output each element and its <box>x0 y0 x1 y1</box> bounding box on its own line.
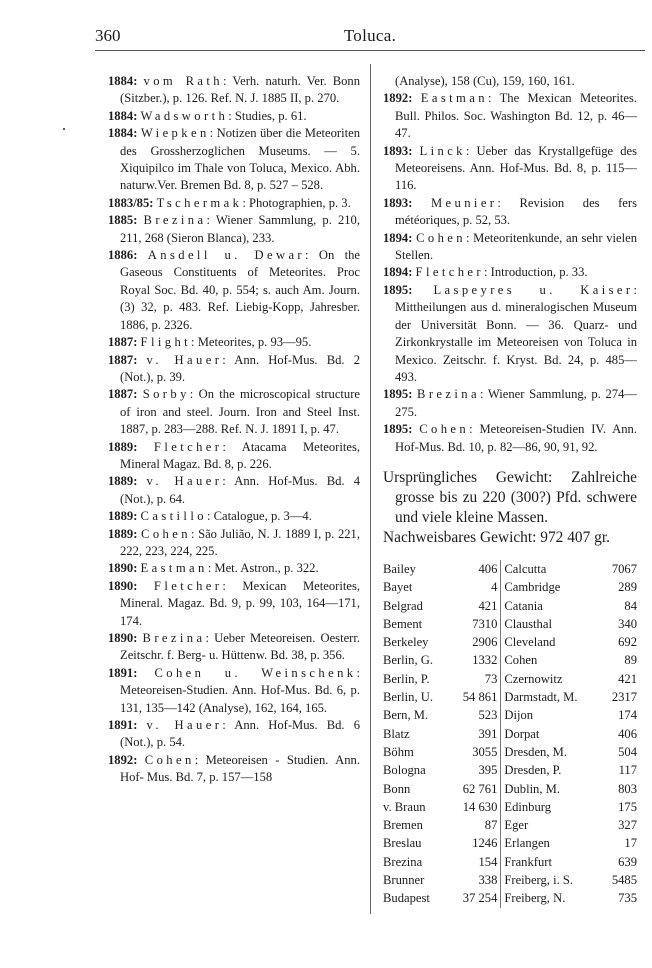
collection-name: Calcutta <box>504 561 547 576</box>
bibliography-entry <box>108 125 360 195</box>
collection-weight: 7310 <box>450 615 501 633</box>
header-rule <box>95 50 645 51</box>
collection-weight: 639 <box>618 854 637 869</box>
collection-row <box>383 651 637 669</box>
collection-weight: 62 761 <box>450 780 501 798</box>
entry-author: v. Hauer <box>146 718 223 733</box>
entry-author: v. Hauer <box>146 474 223 489</box>
bibliography-entry <box>383 195 637 230</box>
entry-year: 1889: <box>108 474 138 489</box>
collection-name: Bologna <box>383 763 426 778</box>
collection-name: Brunner <box>383 872 425 887</box>
collection-weight: 5485 <box>611 872 637 887</box>
collection-weight: 803 <box>618 781 637 796</box>
collection-weight: 735 <box>618 891 637 906</box>
entry-year: 1891: <box>108 665 138 680</box>
bibliography-entry <box>108 508 360 525</box>
collection-weight: 338 <box>450 871 501 889</box>
entry-author: Eastman <box>140 561 208 576</box>
entry-text: : On the Gaseous Constituents of Meteorites. Proc Royal Soc. Bd. 40, p. 554; s. auch Am. Journ. (3) 32, p. 483. Ref. Liebig-Kopp, Jahresber. 1886, p. 2326. <box>120 248 360 332</box>
entry-author: Wadsworth <box>140 108 229 123</box>
entry-text: : Ueber Meteoreisen. Oesterr. Zeitschr. f. Berg- u. Hüttenw. Bd. 38, p. 356. <box>120 631 360 663</box>
entry-year: 1894: <box>383 265 413 280</box>
entry-author: Wiepken <box>140 126 210 141</box>
collection-weight: 1246 <box>450 834 501 852</box>
entry-author: Flight <box>140 335 192 350</box>
entry-text: : Studies, p. 61. <box>228 108 307 123</box>
entry-year: 1890: <box>108 578 138 593</box>
collection-row <box>383 871 637 889</box>
bibliography-entry <box>108 73 360 108</box>
collection-row <box>383 780 637 798</box>
entry-author: Linck <box>419 143 466 158</box>
collection-name: v. Braun <box>383 799 426 814</box>
margin-mark <box>63 128 65 130</box>
collection-row <box>383 670 637 688</box>
entry-year: 1893: <box>383 195 413 210</box>
right-column <box>383 73 637 908</box>
entry-text: : Catalogue, p. 3—4. <box>206 509 312 524</box>
collection-weight: 692 <box>618 635 637 650</box>
page-number: 360 <box>95 26 121 45</box>
collection-weight: 87 <box>450 816 501 834</box>
continuation-text: (Analyse), 158 (Cu), 159, 160, 161. <box>395 74 575 88</box>
entry-year: 1887: <box>108 335 138 350</box>
collection-row <box>383 889 637 907</box>
entry-year: 1887: <box>108 387 138 402</box>
entry-author: Cohen <box>419 422 470 437</box>
collection-row <box>383 816 637 834</box>
collection-weight: 421 <box>450 597 501 615</box>
entry-text: : Met. Astron., p. 322. <box>207 561 319 576</box>
collection-weight: 421 <box>618 671 637 686</box>
entry-text: : Wiener Sammlung, p. 274—275. <box>395 387 637 419</box>
collection-weight: 17 <box>624 836 637 851</box>
collection-row <box>383 578 637 596</box>
collection-weight: 174 <box>618 708 637 723</box>
entry-year: 1884: <box>108 74 138 88</box>
entry-text: : Mexican Meteorites, Mineral. Magaz. Bd. 9, p. 99, 103, 164—171, 174. <box>120 578 360 628</box>
entry-author: Brezina <box>143 213 207 228</box>
entry-author: v. Hauer <box>146 352 223 367</box>
collection-name: Darmstadt, M. <box>504 690 578 705</box>
collection-weight: 89 <box>624 653 637 668</box>
entry-author: Brezina <box>417 387 480 402</box>
collection-weight: 406 <box>618 726 637 741</box>
collection-weight: 3055 <box>450 743 501 761</box>
entry-author: Cohen <box>141 526 191 541</box>
collection-row <box>383 560 637 578</box>
collections-table <box>383 560 637 908</box>
collection-name: Dublin, M. <box>504 781 561 796</box>
entry-author: Fletcher <box>415 265 485 280</box>
bibliography-entry <box>108 560 360 577</box>
bibliography-entry <box>108 195 360 212</box>
running-title: Toluca. <box>343 26 397 45</box>
entry-year: 1883/85: <box>108 195 154 210</box>
entry-text: : Revision des fers météoriques, p. 52, 53. <box>395 195 637 228</box>
entry-author: Fletcher <box>153 439 223 454</box>
collection-weight: 395 <box>450 761 501 779</box>
entry-author: Meunier <box>430 195 498 210</box>
bibliography-entry <box>108 247 360 334</box>
bibliography-entry <box>108 439 360 474</box>
collection-weight: 2317 <box>611 690 637 705</box>
column-divider <box>370 64 371 914</box>
entry-year: 1884: <box>108 126 138 141</box>
collection-weight: 2906 <box>450 633 501 651</box>
collection-weight: 4 <box>450 578 501 596</box>
collection-name: Cambridge <box>504 580 561 595</box>
entry-text: : Ann. Hof-Mus. Bd. 6 (Not.), p. 54. <box>120 718 360 750</box>
collection-name: Erlangen <box>504 836 550 851</box>
collection-name: Dorpat <box>504 726 540 741</box>
collection-weight: 54 861 <box>450 688 501 706</box>
collection-name: Dresden, M. <box>504 744 567 759</box>
collection-weight: 37 254 <box>450 889 501 907</box>
entry-author: Brezina <box>142 631 206 645</box>
entry-year: 1886: <box>108 248 138 263</box>
collection-weight: 14 630 <box>450 798 501 816</box>
bibliography-entry <box>383 90 637 142</box>
entry-text: : On the microscopical structure of iron and steel. Journ. Iron and Steel Inst. 1887, p. 283—288. Ref. N. J. 1891 I, p. 47. <box>120 387 360 437</box>
bibliography-entry <box>108 386 360 438</box>
entry-author: Cohen <box>144 752 195 767</box>
bibliography-entry <box>108 212 360 247</box>
collection-row <box>383 688 637 706</box>
entry-year: 1890: <box>108 631 138 645</box>
collection-weight: 154 <box>450 853 501 871</box>
collection-name: Bonn <box>383 781 411 796</box>
collection-name: Berlin, U. <box>383 690 434 705</box>
collection-name: Budapest <box>383 891 430 906</box>
verifiable-weight: Nachweisbares Gewicht: 972 407 gr. <box>383 528 610 546</box>
entry-text: : Ann. Hof-Mus. Bd. 2 (Not.), p. 39. <box>120 352 360 384</box>
bibliography-entry <box>383 230 637 265</box>
bibliography-entry <box>108 526 360 561</box>
entry-text: : Introduction, p. 33. <box>484 265 588 280</box>
collection-name: Clausthal <box>504 616 552 631</box>
entry-text: : São Julião, N. J. 1889 I, p. 221, 222, 223, 224, 225. <box>120 526 360 558</box>
entry-text: : Meteoreisen-Studien. Ann. Hof-Mus. Bd. 6, p. 131, 135—142 (Analyse), 162, 164, 165. <box>120 665 360 715</box>
entry-text: : The Mexican Meteorites. Bull. Philos. Soc. Washington Bd. 12, p. 46—47. <box>395 91 637 141</box>
entry-year: 1891: <box>108 718 138 733</box>
weight-block <box>383 468 637 548</box>
entry-year: 1887: <box>108 352 138 367</box>
collection-weight: 289 <box>618 580 637 595</box>
collection-weight: 7067 <box>611 561 637 576</box>
collection-row <box>383 834 637 852</box>
entry-text: : Meteoritenkunde, an sehr vielen Stellen. <box>395 230 637 263</box>
left-column <box>108 73 360 787</box>
entry-year: 1890: <box>108 561 138 576</box>
collection-name: Freiberg, i. S. <box>504 872 574 887</box>
bibliography-entry <box>108 473 360 508</box>
entry-author: Ansdell u. Dewar <box>147 248 306 263</box>
collection-name: Berkeley <box>383 635 429 650</box>
collection-name: Edinburg <box>504 799 552 814</box>
entry-year: 1889: <box>108 509 138 524</box>
entry-year: 1892: <box>108 752 138 767</box>
entry-text: : Meteoreisen - Studien. Ann. Hof- Mus. Bd. 7, p. 157—158 <box>120 752 360 785</box>
entry-year: 1895: <box>383 282 413 297</box>
collection-name: Brezina <box>383 854 423 869</box>
collection-name: Dresden, P. <box>504 763 562 778</box>
collection-row <box>383 706 637 724</box>
collection-row <box>383 597 637 615</box>
page-header <box>95 26 645 50</box>
entry-year: 1892: <box>383 91 413 106</box>
collection-name: Czernowitz <box>504 671 563 686</box>
entry-text: : Atacama Meteorites, Mineral Magaz. Bd. 8, p. 226. <box>120 439 360 471</box>
entry-year: 1895: <box>383 387 413 402</box>
entry-text: : Ueber das Krystallgefüge des Meteoreisens. Ann. Hof-Mus. Bd. 8, p. 115—116. <box>395 143 637 193</box>
entry-year: 1894: <box>383 230 413 245</box>
collection-name: Breslau <box>383 836 422 851</box>
entry-year: 1895: <box>383 422 413 437</box>
collection-weight: 406 <box>450 560 501 578</box>
entry-author: Cohen <box>416 230 466 245</box>
collection-weight: 1332 <box>450 651 501 669</box>
collection-weight: 175 <box>618 799 637 814</box>
bibliography-entry <box>383 264 637 281</box>
collection-name: Belgrad <box>383 598 423 613</box>
collection-weight: 340 <box>618 616 637 631</box>
entry-text: : Mittheilungen aus d. mineralogischen Museum der Universität Bonn. — 36. Quarz- und Zirkonkrystalle im Meteoreisen von Toluca in Mexico. Zeitschr. f. Kryst. Bd. 24, p. 485—493. <box>395 282 637 384</box>
entry-author: Tschermak <box>156 195 243 210</box>
collection-name: Dijon <box>504 708 534 723</box>
right-bibliography <box>383 90 637 456</box>
collection-weight: 117 <box>618 763 637 778</box>
bibliography-entry <box>108 334 360 351</box>
original-weight: Ursprüngliches Gewicht: Zahlreiche grosse bis zu 220 (300?) Pfd. schwere und viele kleine Massen. <box>383 468 637 526</box>
collection-row <box>383 853 637 871</box>
collection-name: Cleveland <box>504 635 556 650</box>
collection-weight: 391 <box>450 725 501 743</box>
entry-year: 1884: <box>108 108 138 123</box>
entry-year: 1893: <box>383 143 413 158</box>
bibliography-entry <box>108 108 360 125</box>
collection-name: Berlin, P. <box>383 671 430 686</box>
entry-year: 1885: <box>108 213 138 228</box>
bibliography-entry <box>108 752 360 787</box>
bibliography-entry <box>383 143 637 195</box>
collection-name: Cohen <box>504 653 538 668</box>
collection-name: Bement <box>383 616 423 631</box>
collection-weight: 84 <box>624 598 637 613</box>
entry-author: Eastman <box>420 91 488 106</box>
collection-name: Bailey <box>383 561 416 576</box>
bibliography-entry <box>108 630 360 665</box>
bibliography-entry <box>383 421 637 456</box>
entry-text: : Notizen über die Meteoriten des Grossherzoglichen Museums. — 5. Xiquipilco im Thale von Toluca, Mexico. Abh. naturw.Ver. Bremen Bd. 8, p. 527 – 528. <box>120 126 360 193</box>
bibliography-entry <box>108 578 360 630</box>
bibliography-entry <box>383 282 637 386</box>
entry-year: 1889: <box>108 526 138 541</box>
entry-author: Castillo <box>140 509 207 524</box>
entry-text: : Ann. Hof-Mus. Bd. 4 (Not.), p. 64. <box>120 474 360 506</box>
collection-row <box>383 798 637 816</box>
collection-name: Böhm <box>383 744 414 759</box>
collection-row <box>383 615 637 633</box>
entry-text: : Photographien, p. 3. <box>242 195 351 210</box>
collection-name: Bremen <box>383 818 423 833</box>
collection-row <box>383 743 637 761</box>
collection-weight: 504 <box>618 744 637 759</box>
entry-text: : Wiener Sammlung, p. 210, 211, 268 (Sieron Blanca), 233. <box>120 213 360 245</box>
bibliography-entry <box>383 386 637 421</box>
entry-author: Fletcher <box>153 578 223 593</box>
collection-row <box>383 725 637 743</box>
collection-name: Bern, M. <box>383 708 429 723</box>
collection-name: Freiberg, N. <box>504 891 566 906</box>
collection-name: Catania <box>504 598 543 613</box>
collection-weight: 523 <box>450 706 501 724</box>
entry-author: Cohen u. Weinschenk <box>154 665 357 680</box>
entry-author: Laspeyres u. Kaiser <box>433 282 634 297</box>
collection-name: Berlin, G. <box>383 653 434 668</box>
collection-name: Frankfurt <box>504 854 552 869</box>
bibliography-entry <box>108 665 360 717</box>
collection-name: Eger <box>504 818 529 833</box>
collection-name: Blatz <box>383 726 410 741</box>
bibliography-entry <box>108 352 360 387</box>
entry-text: : Meteorites, p. 93—95. <box>191 335 312 350</box>
collection-row <box>383 761 637 779</box>
entry-text: : Meteoreisen-Studien IV. Ann. Hof-Mus. Bd. 10, p. 82—86, 90, 91, 92. <box>395 422 637 454</box>
collection-weight: 327 <box>618 818 637 833</box>
entry-author: vom Rath <box>143 74 224 88</box>
bibliography-entry <box>108 717 360 752</box>
entry-text: : Verh. naturh. Ver. Bonn (Sitzber.), p. 126. Ref. N. J. 1885 II, p. 270. <box>120 74 360 106</box>
entry-author: Sorby <box>142 387 190 402</box>
collection-name: Bayet <box>383 580 413 595</box>
collection-weight: 73 <box>450 670 501 688</box>
entry-year: 1889: <box>108 439 138 454</box>
collection-row <box>383 633 637 651</box>
